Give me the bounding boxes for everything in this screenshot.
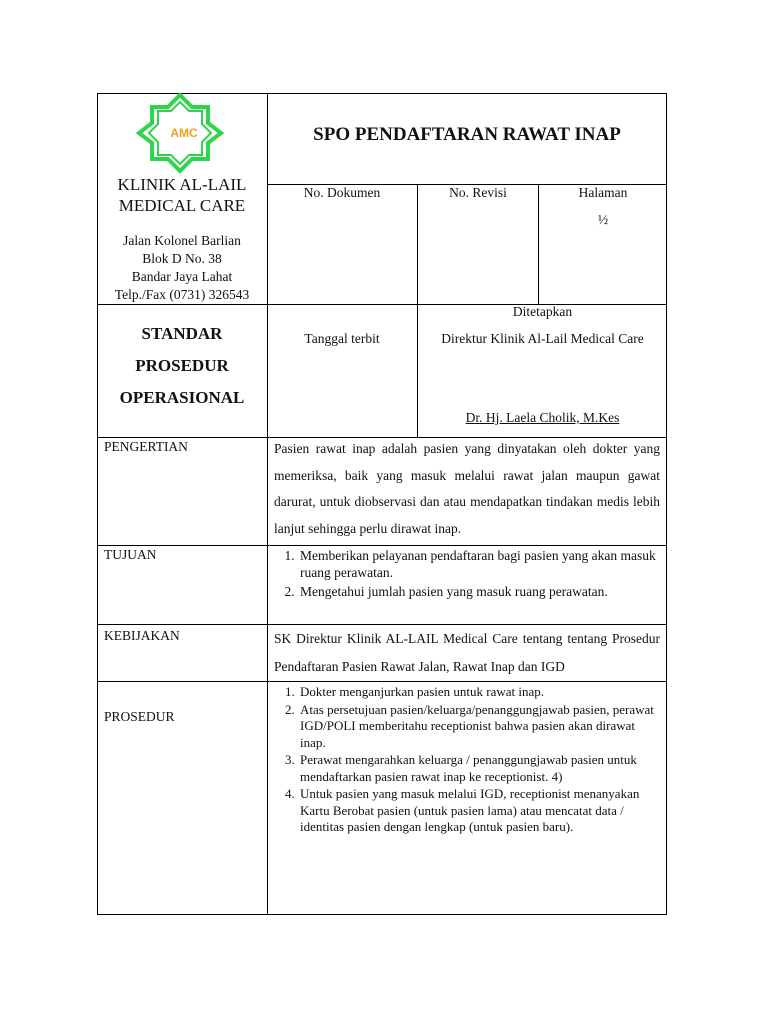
list-item: 2. Mengetahui jumlah pasien yang masuk ruang perawatan. (298, 583, 660, 600)
clinic-address (97, 232, 267, 304)
kebijakan-text: SK Direktur Klinik AL-LAIL Medical Care tentang tentang Prosedur Pendaftaran Pasien Rawat Jalan, Rawat Inap dan IGD (274, 631, 660, 674)
clinic-name (97, 174, 267, 216)
tanggal-terbit-label: Tanggal terbit (304, 331, 380, 346)
document-title: SPO PENDAFTARAN RAWAT INAP (313, 124, 621, 145)
list-item: 2. Atas persetujuan pasien/keluarga/penanggungjawab pasien, perawat IGD/POLI memberitahu receptionist bahwa pasien akan dirawat inap. (298, 702, 660, 752)
tujuan-label: TUJUAN (104, 547, 157, 562)
list-item: 4. Untuk pasien yang masuk melalui IGD, receptionist menanyakan Kartu Berobat pasien (untuk pasien lama) atau mencatat data / identitas pasien dengan lengkap (untuk pasien baru). (298, 786, 660, 836)
halaman-label: Halaman (578, 185, 628, 200)
director-title: Direktur Klinik Al-Lail Medical Care (441, 331, 644, 346)
clinic-name-line1: KLINIK AL-LAIL (117, 175, 247, 194)
logo-text: AMC (170, 126, 198, 140)
kebijakan-label: KEBIJAKAN (104, 628, 180, 643)
halaman-value: ½ (597, 212, 609, 227)
prosedur-label: PROSEDUR (104, 709, 175, 724)
ditetapkan-label: Ditetapkan (512, 304, 573, 319)
sop-line: PROSEDUR (135, 356, 229, 375)
divider (538, 184, 539, 304)
pengertian-text: Pasien rawat inap adalah pasien yang dinyatakan oleh dokter yang memeriksa, baik yang masuk melalui rawat jalan maupun gawat darurat, untuk diobservasi dan atau mendapatkan tindakan medis lebih lanjut sehingga perlu dirawat inap. (274, 441, 660, 536)
list-item: 1. Dokter menganjurkan pasien untuk rawat inap. (298, 684, 660, 701)
sop-heading (97, 318, 267, 414)
no-dokumen-label: No. Dokumen (303, 185, 381, 200)
list-item: 3. Perawat mengarahkan keluarga / penanggungjawab pasien untuk mendaftarkan pasien rawat inap ke receptionist. 4) (298, 752, 660, 785)
prosedur-list (276, 684, 660, 837)
sop-line: STANDAR (141, 324, 223, 343)
address-line: Blok D No. 38 (142, 251, 222, 266)
address-line: Jalan Kolonel Barlian (123, 233, 241, 248)
clinic-logo-icon (134, 92, 226, 174)
divider (97, 681, 667, 682)
list-item: 1. Memberikan pelayanan pendaftaran bagi pasien yang akan masuk ruang perawatan. (298, 547, 660, 581)
clinic-name-line2: MEDICAL CARE (118, 196, 246, 215)
sop-line: OPERASIONAL (119, 388, 245, 407)
divider (267, 93, 268, 915)
no-revisi-label: No. Revisi (449, 185, 507, 200)
signer-name: Dr. Hj. Laela Cholik, M.Kes (465, 410, 620, 425)
address-line: Bandar Jaya Lahat (131, 269, 233, 284)
address-line: Telp./Fax (0731) 326543 (114, 287, 250, 302)
tujuan-list (276, 547, 660, 602)
divider (97, 545, 667, 546)
pengertian-label: PENGERTIAN (104, 439, 188, 454)
